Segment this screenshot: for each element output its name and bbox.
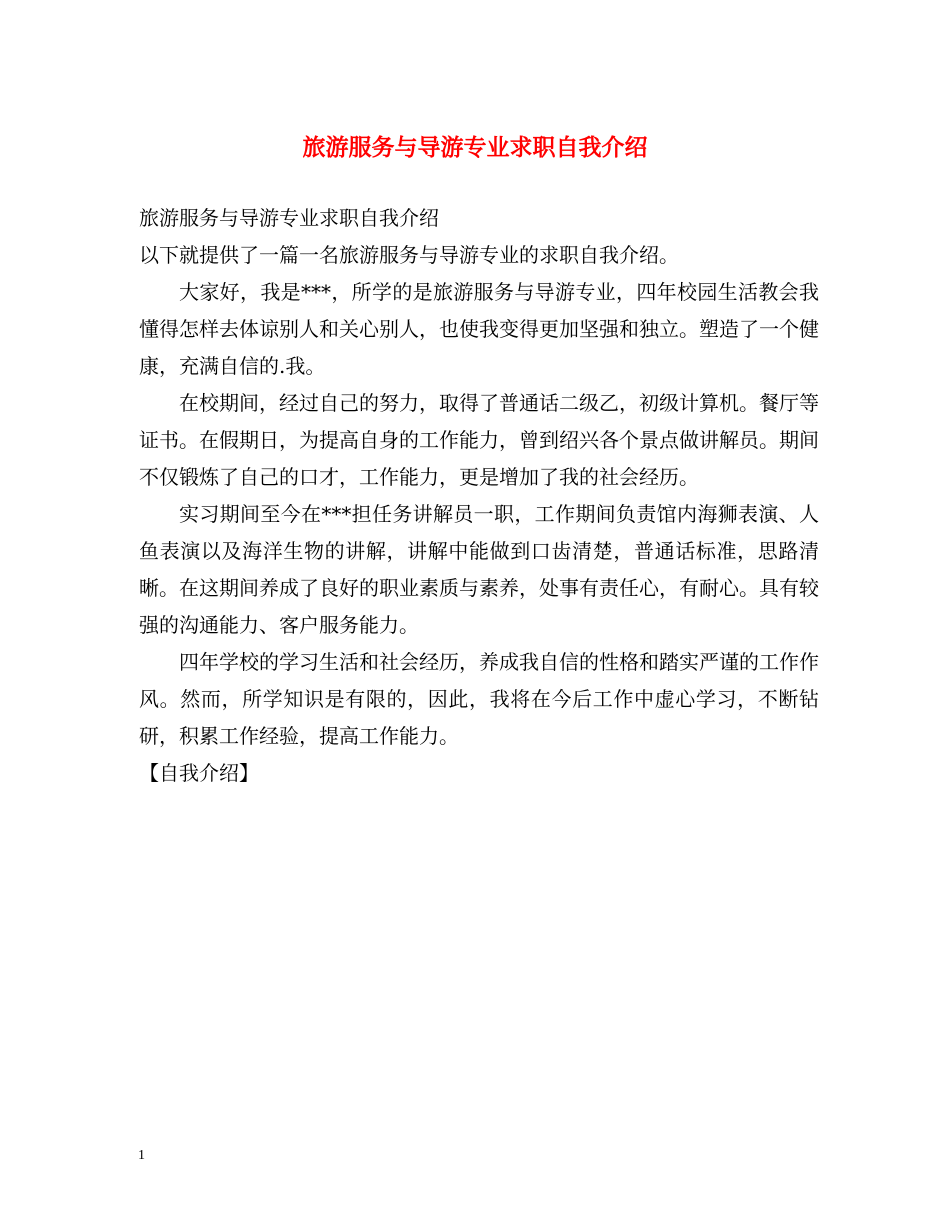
document-body — [139, 200, 819, 792]
paragraph-intro: 以下就提供了一篇一名旅游服务与导游专业的求职自我介绍。 — [139, 243, 679, 267]
paragraph-conclusion: 四年学校的学习生活和社会经历，养成我自信的性格和踏实严谨的工作作风。然而，所学知识是有限的，因此，我将在今后工作中虚心学习，不断钻研，积累工作经验，提高工作能力。 — [139, 650, 819, 748]
paragraph-heading: 旅游服务与导游专业求职自我介绍 — [139, 206, 439, 230]
paragraph-school: 在校期间，经过自己的努力，取得了普通话二级乙，初级计算机。餐厅等证书。在假期日，为提高自身的工作能力，曾到绍兴各个景点做讲解员。期间不仅锻炼了自己的口才，工作能力，更是增加了我的社会经历。 — [139, 391, 819, 489]
document-title: 旅游服务与导游专业求职自我介绍 — [302, 134, 648, 161]
page-number: 1 — [138, 1148, 145, 1163]
paragraph-tag: 【自我介绍】 — [139, 761, 259, 785]
paragraph-internship: 实习期间至今在***担任务讲解员一职，工作期间负责馆内海狮表演、人鱼表演以及海洋生物的讲解，讲解中能做到口齿清楚，普通话标准，思路清晰。在这期间养成了良好的职业素质与素养，处事有责任心，有耐心。具有较强的沟通能力、客户服务能力。 — [139, 502, 819, 637]
paragraph-greeting: 大家好，我是***，所学的是旅游服务与导游专业，四年校园生活教会我懂得怎样去体谅别人和关心别人，也使我变得更加坚强和独立。塑造了一个健康，充满自信的.我。 — [139, 280, 819, 378]
